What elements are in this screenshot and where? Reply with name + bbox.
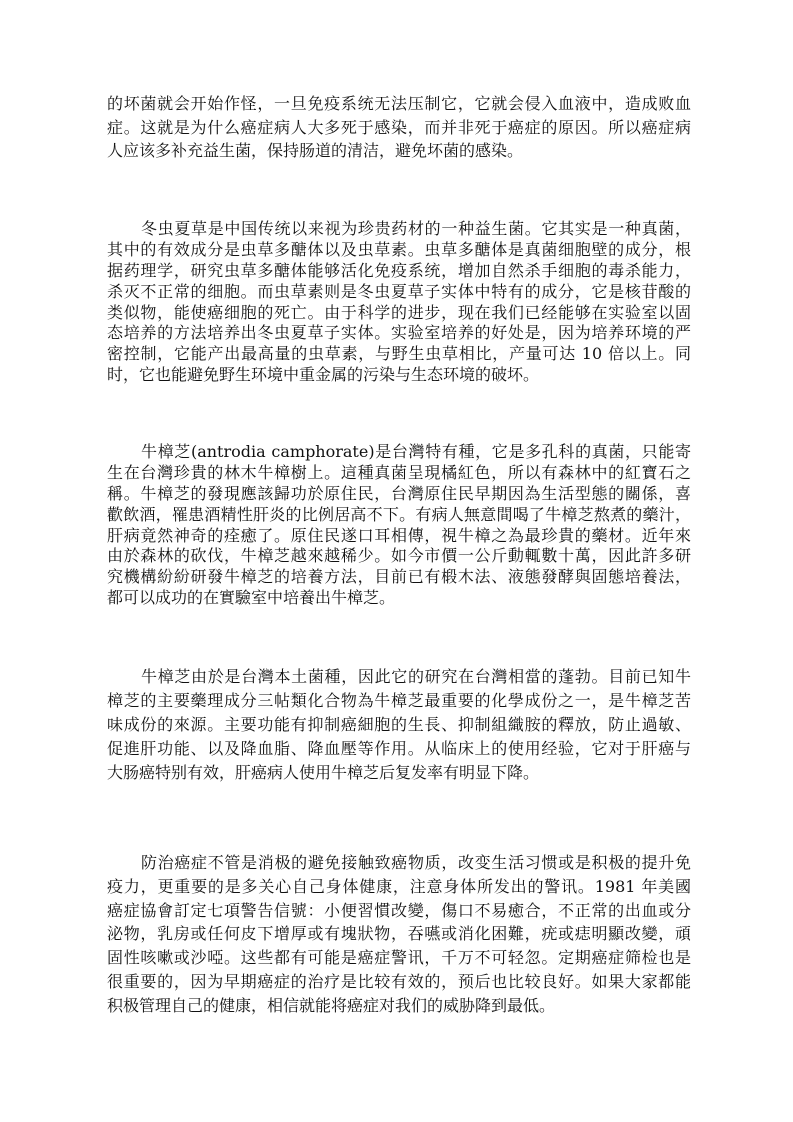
- text-line: 杀灭不正常的细胞。而虫草素则是冬虫夏草子实体中特有的成分，它是核苷酸的: [107, 281, 691, 301]
- text-line: 究機構紛紛研發牛樟芝的培養方法，目前已有椴木法、液態發酵與固態培養法，: [107, 567, 691, 587]
- text-line: 都可以成功的在實驗室中培養出牛樟芝。: [107, 588, 396, 608]
- paragraph-probiotics-conclusion: [107, 92, 691, 163]
- text-line: 樟芝的主要藥理成分三帖類化合物為牛樟芝最重要的化學成份之一，是牛樟芝苦: [107, 691, 691, 710]
- paragraph-cancer-prevention: [107, 851, 691, 1018]
- text-line: 由於森林的砍伐，牛樟芝越來越稀少。如今市價一公斤動輒數十萬，因此許多研: [107, 546, 691, 566]
- text-line: 促進肝功能、以及降血脂、降血壓等作用。从临床上的使用经验，它对于肝癌与: [107, 739, 691, 758]
- text-line: 泌物，乳房或任何皮下增厚或有塊狀物，吞嚥或消化困難，疣或痣明顯改變，頑: [107, 924, 691, 944]
- text-line: 味成份的來源。主要功能有抑制癌細胞的生長、抑制組織胺的釋放，防止過敏、: [107, 715, 691, 734]
- text-line: 防治癌症不管是消极的避免接触致癌物质，改变生活习惯或是积极的提升免: [141, 853, 691, 872]
- text-line: 生在台灣珍貴的林木牛樟樹上。這種真菌呈現橘紅色，所以有森林中的紅寶石之: [107, 462, 691, 482]
- text-line: 稱。牛樟芝的發現應該歸功於原住民，台灣原住民早期因為生活型態的關係，喜: [107, 483, 691, 503]
- text-line: 肝病竟然神奇的痊癒了。原住民遂口耳相傳，視牛樟之為最珍貴的藥材。近年來: [107, 525, 691, 545]
- text-line: 积极管理自己的健康，相信就能将癌症对我们的威胁降到最低。: [107, 995, 556, 1015]
- text-line: 牛樟芝(antrodia camphorate)是台灣特有種，它是多孔科的真菌，只能寄: [141, 442, 691, 461]
- paragraph-antrodia-intro: [107, 442, 691, 609]
- text-line: 大肠癌特别有效，肝癌病人使用牛樟芝后复发率有明显下降。: [107, 763, 540, 782]
- text-line: 人应该多补充益生菌，保持肠道的清洁，避免坏菌的感染。: [107, 141, 524, 160]
- text-line: 密控制，它能产出最高量的虫草素，与野生虫草相比，产量可达 10 倍以上。同: [107, 344, 691, 364]
- text-line: 症。这就是为什么癌症病人大多死于感染，而并非死于癌症的原因。所以癌症病: [107, 117, 691, 137]
- paragraph-cordyceps: [107, 219, 691, 386]
- text-line: 疫力，更重要的是多关心自己身体健康，注意身体所发出的警讯。1981 年美國: [107, 876, 691, 896]
- text-line: 据药理学，研究虫草多醣体能够活化免疫系统，增加自然杀手细胞的毒杀能力，: [107, 260, 691, 280]
- text-line: 时，它也能避免野生环境中重金属的污染与生态环境的破坏。: [107, 365, 540, 385]
- text-line: 很重要的，因为早期癌症的治疗是比较有效的，预后也比较良好。如果大家都能: [107, 971, 691, 991]
- text-line: 癌症協會訂定七項警告信號：小便習慣改變，傷口不易癒合，不正常的出血或分: [107, 900, 691, 920]
- text-line: 冬虫夏草是中国传统以来视为珍贵药材的一种益生菌。它其实是一种真菌，: [141, 219, 691, 238]
- text-line: 态培养的方法培养出冬虫夏草子实体。实验室培养的好处是，因为培养环境的严: [107, 323, 691, 343]
- text-line: 的坏菌就会开始作怪，一旦免疫系统无法压制它，它就会侵入血液中，造成败血: [107, 94, 691, 113]
- text-line: 类似物，能使癌细胞的死亡。由于科学的进步，现在我们已经能够在实验室以固: [107, 302, 691, 322]
- text-line: 牛樟芝由於是台灣本土菌種，因此它的研究在台灣相當的蓬勃。目前已知牛: [141, 667, 691, 686]
- text-line: 歡飲酒，罹患酒精性肝炎的比例居高不下。有病人無意間喝了牛樟芝熬煮的藥汁，: [107, 504, 691, 524]
- paragraph-antrodia-research: [107, 665, 691, 785]
- text-line: 其中的有效成分是虫草多醣体以及虫草素。虫草多醣体是真菌细胞壁的成分，根: [107, 239, 691, 259]
- text-line: 固性咳嗽或沙啞。这些都有可能是癌症警讯，千万不可轻忽。定期癌症筛检也是: [107, 948, 691, 968]
